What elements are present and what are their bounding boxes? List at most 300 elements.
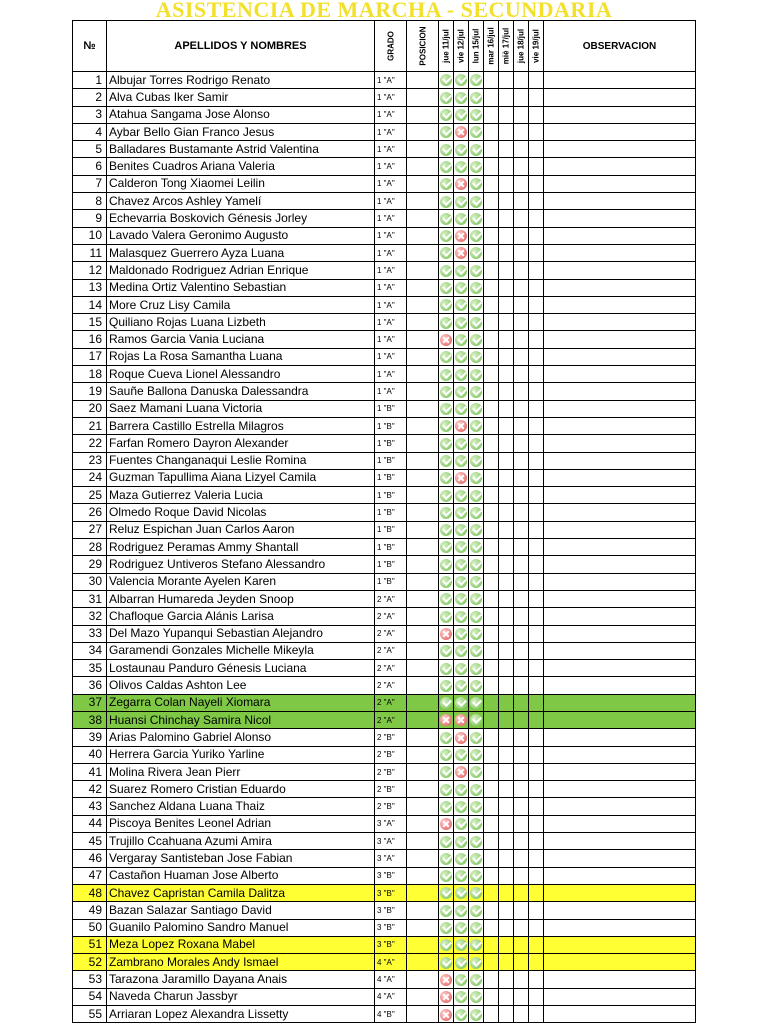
attendance-cell bbox=[439, 919, 454, 936]
student-grade: 4 "A" bbox=[375, 971, 407, 988]
attendance-cell bbox=[529, 348, 544, 365]
attendance-cell bbox=[469, 400, 484, 417]
attendance-cell bbox=[454, 815, 469, 832]
student-name: Alva Cubas Iker Samir bbox=[107, 89, 375, 106]
attendance-cell bbox=[484, 487, 499, 504]
present-check-icon bbox=[470, 161, 482, 173]
attendance-cell bbox=[439, 123, 454, 140]
observation-cell bbox=[544, 539, 696, 556]
attendance-cell bbox=[439, 625, 454, 642]
attendance-cell bbox=[499, 833, 514, 850]
table-row bbox=[73, 642, 696, 659]
attendance-cell bbox=[484, 902, 499, 919]
student-name: Olivos Caldas Ashton Lee bbox=[107, 677, 375, 694]
table-row bbox=[73, 539, 696, 556]
present-check-icon bbox=[455, 265, 467, 277]
student-grade: 2 "A" bbox=[375, 625, 407, 642]
attendance-cell bbox=[529, 642, 544, 659]
student-name: Sauñe Ballona Danuska Dalessandra bbox=[107, 383, 375, 400]
present-check-icon bbox=[470, 922, 482, 934]
attendance-cell bbox=[529, 677, 544, 694]
table-row bbox=[73, 348, 696, 365]
attendance-cell bbox=[439, 608, 454, 625]
attendance-cell bbox=[514, 469, 529, 486]
row-number: 18 bbox=[73, 366, 107, 383]
present-check-icon bbox=[440, 351, 452, 363]
position-cell bbox=[407, 348, 439, 365]
attendance-cell bbox=[454, 72, 469, 89]
attendance-cell bbox=[514, 262, 529, 279]
attendance-cell bbox=[439, 469, 454, 486]
table-row bbox=[73, 590, 696, 607]
table-row bbox=[73, 417, 696, 434]
present-check-icon bbox=[455, 576, 467, 588]
attendance-cell bbox=[529, 833, 544, 850]
present-check-icon bbox=[470, 299, 482, 311]
present-check-icon bbox=[440, 265, 452, 277]
row-number: 50 bbox=[73, 919, 107, 936]
attendance-cell bbox=[439, 400, 454, 417]
attendance-cell bbox=[439, 244, 454, 261]
present-check-icon bbox=[470, 732, 482, 744]
attendance-cell bbox=[499, 729, 514, 746]
present-check-icon bbox=[470, 1009, 482, 1021]
present-check-icon bbox=[455, 663, 467, 675]
attendance-cell bbox=[484, 175, 499, 192]
attendance-cell bbox=[439, 331, 454, 348]
present-check-icon bbox=[470, 213, 482, 225]
attendance-cell bbox=[499, 314, 514, 331]
attendance-cell bbox=[454, 106, 469, 123]
attendance-cell bbox=[454, 452, 469, 469]
student-name: Echevarria Boskovich Génesis Jorley bbox=[107, 210, 375, 227]
present-check-icon bbox=[440, 92, 452, 104]
attendance-cell bbox=[529, 521, 544, 538]
row-number: 37 bbox=[73, 694, 107, 711]
attendance-cell bbox=[529, 106, 544, 123]
observation-cell bbox=[544, 729, 696, 746]
student-grade: 2 "B" bbox=[375, 763, 407, 780]
present-check-icon bbox=[470, 836, 482, 848]
present-check-icon bbox=[455, 282, 467, 294]
attendance-cell bbox=[514, 89, 529, 106]
attendance-cell bbox=[469, 746, 484, 763]
attendance-cell bbox=[514, 954, 529, 971]
absent-x-icon bbox=[440, 974, 452, 986]
present-check-icon bbox=[440, 455, 452, 467]
attendance-cell bbox=[469, 383, 484, 400]
attendance-cell bbox=[484, 798, 499, 815]
observation-cell bbox=[544, 798, 696, 815]
student-name: Meza Lopez Roxana Mabel bbox=[107, 936, 375, 953]
position-cell bbox=[407, 988, 439, 1005]
attendance-cell bbox=[529, 296, 544, 313]
observation-cell bbox=[544, 452, 696, 469]
student-grade: 1 "B" bbox=[375, 417, 407, 434]
attendance-cell bbox=[454, 573, 469, 590]
student-grade: 1 "A" bbox=[375, 366, 407, 383]
attendance-cell bbox=[439, 781, 454, 798]
attendance-cell bbox=[454, 504, 469, 521]
attendance-cell bbox=[469, 694, 484, 711]
attendance-cell bbox=[454, 539, 469, 556]
student-name: Rodriguez Untiveros Stefano Alessandro bbox=[107, 556, 375, 573]
position-cell bbox=[407, 262, 439, 279]
attendance-cell bbox=[454, 123, 469, 140]
student-grade: 2 "B" bbox=[375, 798, 407, 815]
attendance-cell bbox=[469, 296, 484, 313]
table-row bbox=[73, 919, 696, 936]
table-row bbox=[73, 694, 696, 711]
table-row bbox=[73, 850, 696, 867]
attendance-cell bbox=[484, 954, 499, 971]
attendance-cell bbox=[484, 694, 499, 711]
table-row bbox=[73, 884, 696, 901]
student-name: Guzman Tapullima Aiana Lizyel Camila bbox=[107, 469, 375, 486]
present-check-icon bbox=[440, 161, 452, 173]
present-check-icon bbox=[470, 178, 482, 190]
header-date-3: lun 15/jul bbox=[469, 21, 484, 72]
present-check-icon bbox=[455, 507, 467, 519]
student-grade: 1 "A" bbox=[375, 331, 407, 348]
attendance-cell bbox=[439, 954, 454, 971]
present-check-icon bbox=[455, 92, 467, 104]
attendance-cell bbox=[469, 936, 484, 953]
attendance-cell bbox=[529, 123, 544, 140]
attendance-cell bbox=[514, 642, 529, 659]
present-check-icon bbox=[470, 663, 482, 675]
present-check-icon bbox=[470, 507, 482, 519]
absent-x-icon bbox=[440, 1009, 452, 1021]
student-name: Tarazona Jaramillo Dayana Anais bbox=[107, 971, 375, 988]
student-grade: 2 "A" bbox=[375, 660, 407, 677]
attendance-cell bbox=[484, 711, 499, 728]
attendance-cell bbox=[454, 867, 469, 884]
student-name: Chavez Capristan Camila Dalitza bbox=[107, 884, 375, 901]
present-check-icon bbox=[470, 403, 482, 415]
row-number: 12 bbox=[73, 262, 107, 279]
present-check-icon bbox=[455, 905, 467, 917]
observation-cell bbox=[544, 175, 696, 192]
attendance-cell bbox=[514, 902, 529, 919]
attendance-cell bbox=[469, 660, 484, 677]
attendance-cell bbox=[454, 556, 469, 573]
attendance-cell bbox=[454, 141, 469, 158]
absent-x-icon bbox=[455, 766, 467, 778]
present-check-icon bbox=[455, 680, 467, 692]
position-cell bbox=[407, 902, 439, 919]
attendance-cell bbox=[514, 210, 529, 227]
attendance-cell bbox=[484, 539, 499, 556]
attendance-cell bbox=[439, 763, 454, 780]
attendance-cell bbox=[454, 417, 469, 434]
table-row bbox=[73, 902, 696, 919]
present-check-icon bbox=[455, 351, 467, 363]
present-check-icon bbox=[470, 645, 482, 657]
student-name: Arias Palomino Gabriel Alonso bbox=[107, 729, 375, 746]
observation-cell bbox=[544, 573, 696, 590]
attendance-cell bbox=[469, 642, 484, 659]
attendance-cell bbox=[469, 988, 484, 1005]
table-row bbox=[73, 677, 696, 694]
attendance-cell bbox=[514, 608, 529, 625]
attendance-cell bbox=[499, 763, 514, 780]
student-grade: 1 "A" bbox=[375, 210, 407, 227]
attendance-cell bbox=[439, 158, 454, 175]
attendance-cell bbox=[454, 763, 469, 780]
attendance-cell bbox=[484, 331, 499, 348]
position-cell bbox=[407, 884, 439, 901]
present-check-icon bbox=[455, 593, 467, 605]
attendance-cell bbox=[484, 383, 499, 400]
absent-x-icon bbox=[455, 732, 467, 744]
position-cell bbox=[407, 539, 439, 556]
attendance-cell bbox=[454, 175, 469, 192]
attendance-cell bbox=[514, 314, 529, 331]
observation-cell bbox=[544, 660, 696, 677]
attendance-cell bbox=[514, 867, 529, 884]
observation-cell bbox=[544, 884, 696, 901]
attendance-cell bbox=[439, 936, 454, 953]
header-date-6: jue 18/jul bbox=[514, 21, 529, 72]
absent-x-icon bbox=[455, 420, 467, 432]
attendance-cell bbox=[529, 919, 544, 936]
observation-cell bbox=[544, 366, 696, 383]
header-name: APELLIDOS Y NOMBRES bbox=[107, 21, 375, 72]
header-date-4: mar 16/jul bbox=[484, 21, 499, 72]
attendance-cell bbox=[499, 400, 514, 417]
observation-cell bbox=[544, 833, 696, 850]
row-number: 8 bbox=[73, 193, 107, 210]
attendance-cell bbox=[484, 89, 499, 106]
attendance-cell bbox=[499, 971, 514, 988]
absent-x-icon bbox=[455, 230, 467, 242]
attendance-cell bbox=[499, 417, 514, 434]
attendance-cell bbox=[469, 348, 484, 365]
attendance-cell bbox=[454, 1006, 469, 1023]
attendance-cell bbox=[499, 867, 514, 884]
position-cell bbox=[407, 158, 439, 175]
attendance-cell bbox=[529, 625, 544, 642]
attendance-cell bbox=[514, 763, 529, 780]
present-check-icon bbox=[470, 282, 482, 294]
observation-cell bbox=[544, 210, 696, 227]
student-grade: 1 "B" bbox=[375, 435, 407, 452]
attendance-cell bbox=[499, 72, 514, 89]
table-row bbox=[73, 798, 696, 815]
attendance-cell bbox=[439, 141, 454, 158]
table-row bbox=[73, 608, 696, 625]
present-check-icon bbox=[440, 784, 452, 796]
attendance-cell bbox=[454, 954, 469, 971]
observation-cell bbox=[544, 279, 696, 296]
attendance-cell bbox=[499, 210, 514, 227]
table-row bbox=[73, 833, 696, 850]
attendance-cell bbox=[529, 452, 544, 469]
present-check-icon bbox=[440, 299, 452, 311]
absent-x-icon bbox=[455, 178, 467, 190]
position-cell bbox=[407, 1006, 439, 1023]
present-check-icon bbox=[470, 369, 482, 381]
attendance-cell bbox=[454, 694, 469, 711]
present-check-icon bbox=[440, 109, 452, 121]
attendance-cell bbox=[454, 487, 469, 504]
present-check-icon bbox=[455, 939, 467, 951]
present-check-icon bbox=[440, 490, 452, 502]
present-check-icon bbox=[440, 732, 452, 744]
student-name: Saez Mamani Luana Victoria bbox=[107, 400, 375, 417]
attendance-cell bbox=[499, 608, 514, 625]
position-cell bbox=[407, 504, 439, 521]
present-check-icon bbox=[455, 922, 467, 934]
attendance-cell bbox=[484, 884, 499, 901]
attendance-cell bbox=[499, 936, 514, 953]
attendance-cell bbox=[484, 625, 499, 642]
attendance-cell bbox=[469, 141, 484, 158]
absent-x-icon bbox=[455, 472, 467, 484]
student-name: Zambrano Morales Andy Ismael bbox=[107, 954, 375, 971]
attendance-cell bbox=[514, 383, 529, 400]
attendance-cell bbox=[439, 902, 454, 919]
present-check-icon bbox=[470, 126, 482, 138]
present-check-icon bbox=[470, 230, 482, 242]
attendance-cell bbox=[529, 314, 544, 331]
present-check-icon bbox=[440, 524, 452, 536]
attendance-cell bbox=[514, 279, 529, 296]
attendance-cell bbox=[514, 141, 529, 158]
present-check-icon bbox=[470, 438, 482, 450]
row-number: 36 bbox=[73, 677, 107, 694]
student-name: Ramos Garcia Vania Luciana bbox=[107, 331, 375, 348]
table-row bbox=[73, 660, 696, 677]
attendance-cell bbox=[454, 296, 469, 313]
present-check-icon bbox=[455, 161, 467, 173]
student-name: Albarran Humareda Jeyden Snoop bbox=[107, 590, 375, 607]
present-check-icon bbox=[470, 92, 482, 104]
attendance-cell bbox=[469, 815, 484, 832]
present-check-icon bbox=[470, 887, 482, 899]
present-check-icon bbox=[470, 628, 482, 640]
attendance-cell bbox=[439, 590, 454, 607]
attendance-cell bbox=[514, 175, 529, 192]
student-name: Calderon Tong Xiaomei Leilin bbox=[107, 175, 375, 192]
present-check-icon bbox=[440, 213, 452, 225]
attendance-cell bbox=[454, 746, 469, 763]
table-row bbox=[73, 296, 696, 313]
attendance-cell bbox=[499, 884, 514, 901]
observation-cell bbox=[544, 763, 696, 780]
attendance-cell bbox=[469, 556, 484, 573]
present-check-icon bbox=[470, 801, 482, 813]
attendance-cell bbox=[439, 417, 454, 434]
attendance-cell bbox=[514, 590, 529, 607]
table-row bbox=[73, 89, 696, 106]
attendance-cell bbox=[484, 833, 499, 850]
student-grade: 3 "A" bbox=[375, 833, 407, 850]
table-row bbox=[73, 625, 696, 642]
student-name: Arriaran Lopez Alexandra Lissetty bbox=[107, 1006, 375, 1023]
student-grade: 2 "B" bbox=[375, 746, 407, 763]
attendance-cell bbox=[439, 746, 454, 763]
attendance-cell bbox=[514, 123, 529, 140]
student-grade: 1 "B" bbox=[375, 521, 407, 538]
attendance-cell bbox=[484, 210, 499, 227]
attendance-cell bbox=[439, 72, 454, 89]
student-name: Maza Gutierrez Valeria Lucia bbox=[107, 487, 375, 504]
attendance-cell bbox=[529, 89, 544, 106]
attendance-cell bbox=[499, 711, 514, 728]
attendance-cell bbox=[439, 729, 454, 746]
present-check-icon bbox=[470, 247, 482, 259]
attendance-cell bbox=[529, 573, 544, 590]
present-check-icon bbox=[440, 438, 452, 450]
attendance-cell bbox=[454, 348, 469, 365]
attendance-cell bbox=[469, 971, 484, 988]
attendance-cell bbox=[484, 608, 499, 625]
attendance-cell bbox=[454, 590, 469, 607]
present-check-icon bbox=[455, 645, 467, 657]
student-name: Huansi Chinchay Samira Nicol bbox=[107, 711, 375, 728]
attendance-cell bbox=[514, 625, 529, 642]
table-row bbox=[73, 867, 696, 884]
student-name: Roque Cueva Lionel Alessandro bbox=[107, 366, 375, 383]
position-cell bbox=[407, 89, 439, 106]
position-cell bbox=[407, 625, 439, 642]
student-name: Olmedo Roque David Nicolas bbox=[107, 504, 375, 521]
attendance-cell bbox=[529, 729, 544, 746]
observation-cell bbox=[544, 504, 696, 521]
attendance-cell bbox=[469, 123, 484, 140]
student-name: Quiliano Rojas Luana Lizbeth bbox=[107, 314, 375, 331]
table-row bbox=[73, 954, 696, 971]
attendance-cell bbox=[514, 521, 529, 538]
student-name: Malasquez Guerrero Ayza Luana bbox=[107, 244, 375, 261]
observation-cell bbox=[544, 936, 696, 953]
row-number: 52 bbox=[73, 954, 107, 971]
position-cell bbox=[407, 435, 439, 452]
table-row bbox=[73, 521, 696, 538]
attendance-cell bbox=[454, 625, 469, 642]
attendance-cell bbox=[469, 798, 484, 815]
attendance-cell bbox=[439, 383, 454, 400]
attendance-cell bbox=[529, 798, 544, 815]
absent-x-icon bbox=[440, 628, 452, 640]
attendance-cell bbox=[499, 89, 514, 106]
student-grade: 1 "B" bbox=[375, 504, 407, 521]
attendance-cell bbox=[529, 815, 544, 832]
attendance-cell bbox=[499, 331, 514, 348]
table-row bbox=[73, 123, 696, 140]
student-grade: 3 "A" bbox=[375, 850, 407, 867]
present-check-icon bbox=[470, 611, 482, 623]
attendance-cell bbox=[469, 106, 484, 123]
attendance-cell bbox=[529, 556, 544, 573]
attendance-cell bbox=[469, 314, 484, 331]
present-check-icon bbox=[470, 784, 482, 796]
table-row bbox=[73, 504, 696, 521]
attendance-cell bbox=[529, 193, 544, 210]
attendance-cell bbox=[454, 331, 469, 348]
student-name: Guanilo Palomino Sandro Manuel bbox=[107, 919, 375, 936]
attendance-cell bbox=[484, 158, 499, 175]
attendance-cell bbox=[469, 435, 484, 452]
row-number: 42 bbox=[73, 781, 107, 798]
table-row bbox=[73, 781, 696, 798]
attendance-cell bbox=[469, 175, 484, 192]
observation-cell bbox=[544, 1006, 696, 1023]
attendance-cell bbox=[514, 72, 529, 89]
present-check-icon bbox=[440, 420, 452, 432]
